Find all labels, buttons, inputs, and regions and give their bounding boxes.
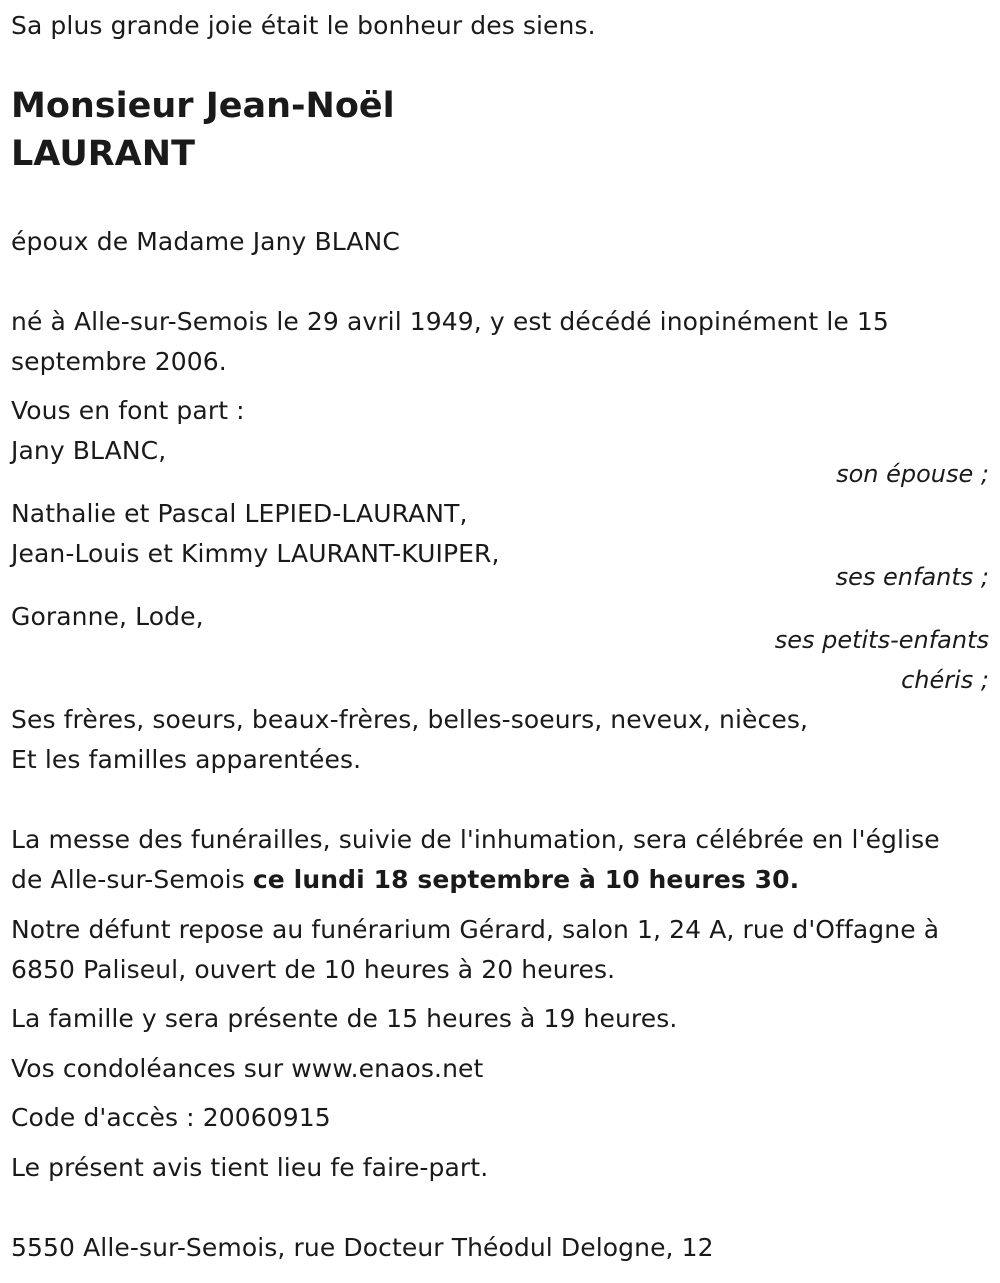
rest-line-1: Notre défunt repose au funérarium Gérard, salon 1, 24 A, rue d'Offagne à	[11, 915, 940, 944]
spouse-name: Jany BLANC,	[11, 436, 167, 465]
spouse-line: époux de Madame Jany BLANC	[11, 227, 400, 256]
obituary-notice	[11, 0, 989, 1283]
child-line-1: Nathalie et Pascal LEPIED-LAURANT,	[11, 499, 468, 528]
spouse-relation: son épouse ;	[836, 460, 989, 488]
deceased-name: Monsieur Jean-Noël	[11, 86, 395, 126]
birth-death-line-2: septembre 2006.	[11, 347, 227, 376]
family-presence-text: La famille y sera présente de 15 heures à 19 heures.	[11, 1004, 678, 1033]
funeral-line-1: La messe des funérailles, suivie de l'inhumation, sera célébrée en l'église	[11, 825, 940, 854]
address-text: 5550 Alle-sur-Semois, rue Docteur Théodul Delogne, 12	[11, 1233, 714, 1262]
access-code-text: Code d'accès : 20060915	[11, 1103, 331, 1132]
intro-text: Sa plus grande joie était le bonheur des siens.	[11, 11, 596, 40]
rest-line-2: 6850 Paliseul, ouvert de 10 heures à 20 heures.	[11, 955, 616, 984]
children-relation: ses enfants ;	[835, 563, 989, 591]
condolences-text: Vos condoléances sur www.enaos.net	[11, 1054, 484, 1083]
other-relatives-line-2: Et les familles apparentées.	[11, 745, 362, 774]
funeral-line-2-prefix: de Alle-sur-Semois	[11, 865, 253, 894]
announcement-text: Vous en font part :	[11, 396, 245, 425]
grandchildren-line: Goranne, Lode,	[11, 602, 204, 631]
other-relatives-line-1: Ses frères, soeurs, beaux-frères, belles-soeurs, neveux, nièces,	[11, 705, 808, 734]
grandchildren-relation-2: chéris ;	[901, 666, 989, 694]
birth-death-line-1: né à Alle-sur-Semois le 29 avril 1949, y est décédé inopinément le 15	[11, 307, 889, 336]
notice-text: Le présent avis tient lieu fe faire-part.	[11, 1153, 489, 1182]
deceased-last-name: LAURANT	[11, 134, 195, 174]
funeral-date-time: ce lundi 18 septembre à 10 heures 30.	[252, 865, 800, 894]
child-line-2: Jean-Louis et Kimmy LAURANT-KUIPER,	[11, 539, 500, 568]
grandchildren-relation-1: ses petits-enfants	[774, 626, 989, 654]
funeral-line-2	[11, 860, 799, 900]
